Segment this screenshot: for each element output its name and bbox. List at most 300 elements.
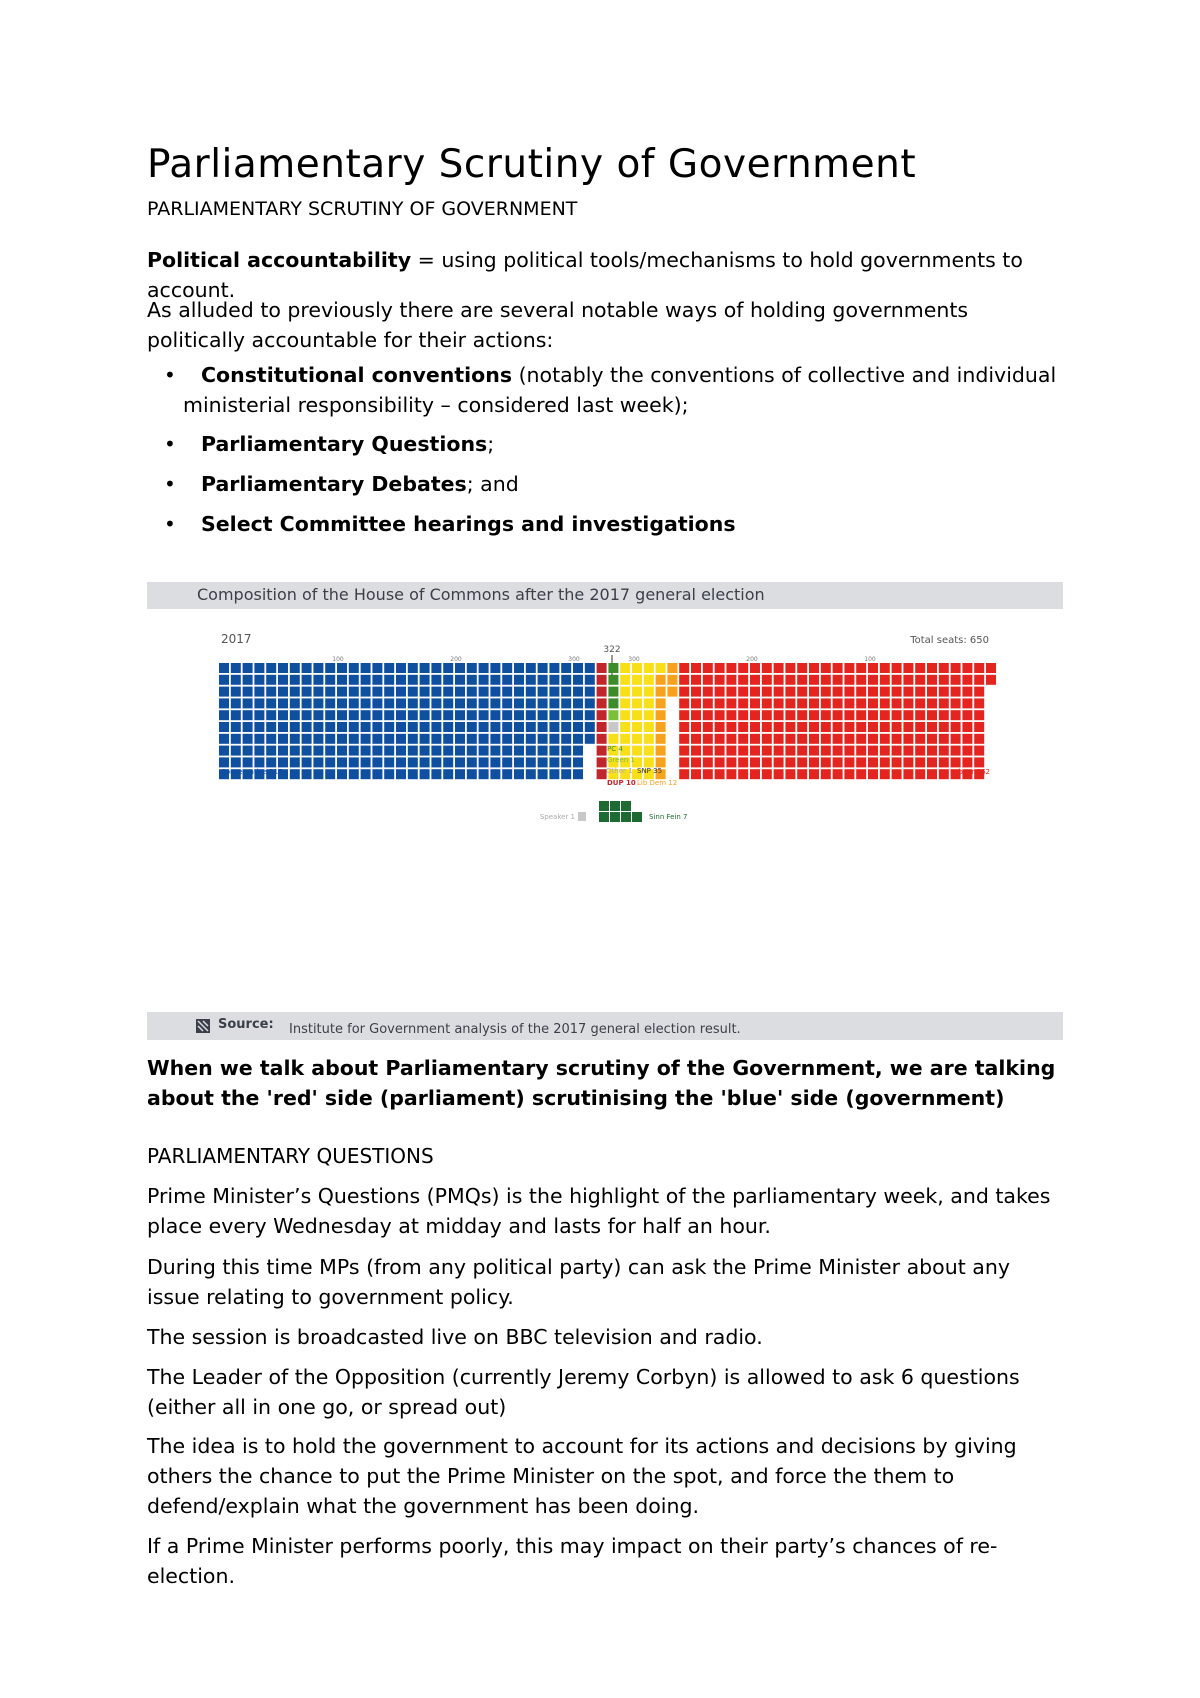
seat-waffle-chart [147,609,1063,1012]
seat-cell-conservative-317 [467,746,477,756]
seat-cell-labour-262 [951,746,961,756]
seat-cell-labour-262 [892,663,902,673]
seat-cell-labour-262 [927,687,937,697]
seat-cell-conservative-317 [313,698,323,708]
seat-cell-snp-35 [644,757,654,767]
seat-cell-conservative-317 [431,769,441,779]
seat-cell-labour-262 [939,757,949,767]
seat-cell-conservative-317 [561,710,571,720]
seat-cell-conservative-317 [420,757,430,767]
seat-cell-conservative-317 [573,710,583,720]
seat-cell-labour-262 [703,675,713,685]
seat-cell-labour-262 [762,734,772,744]
seat-cell-conservative-317 [585,722,595,732]
seat-cell-conservative-317 [313,734,323,744]
seat-cell-snp-35 [632,663,642,673]
seat-cell-conservative-317 [573,663,583,673]
seat-cell-labour-262 [750,675,760,685]
seat-cell-snp-35 [644,710,654,720]
seat-cell-labour-262 [785,734,795,744]
seat-cell-labour-262 [715,769,725,779]
seat-cell-conservative-317 [502,769,512,779]
seat-cell-conservative-317 [467,663,477,673]
seat-cell-snp-35 [644,687,654,697]
seat-cell-snp-35 [632,710,642,720]
seat-cell-dup-10 [597,687,607,697]
seat-cell-conservative-317 [526,769,536,779]
seat-cell-conservative-317 [384,687,394,697]
seat-cell-labour-262 [833,710,843,720]
list-item [147,360,1063,429]
seat-cell-conservative-317 [361,746,371,756]
seat-cell-conservative-317 [231,710,241,720]
seat-cell-conservative-317 [396,675,406,685]
seat-cell-conservative-317 [526,746,536,756]
seat-cell-conservative-317 [243,722,253,732]
seat-cell-labour-262 [679,675,689,685]
seat-cell-labour-262 [856,663,866,673]
seat-cell-conservative-317 [526,687,536,697]
seat-cell-conservative-317 [337,746,347,756]
seat-cell-labour-262 [892,734,902,744]
bullet-icon: • [164,512,176,536]
seat-cell-labour-262 [797,663,807,673]
seat-cell-conservative-317 [254,663,264,673]
seat-cell-labour-262 [974,722,984,732]
seat-cell-labour-262 [833,698,843,708]
legend-other: Other 1 [606,767,633,775]
seat-cell-conservative-317 [231,687,241,697]
seat-cell-labour-262 [738,687,748,697]
seat-cell-labour-262 [726,769,736,779]
pmq-paragraph: Prime Minister’s Questions (PMQs) is the highlight of the parliamentary week, and takes place every Wednesday at midday and lasts for half an hour. [147,1184,1051,1238]
seat-cell-conservative-317 [372,722,382,732]
seat-cell-conservative-317 [325,746,335,756]
seat-cell-conservative-317 [349,722,359,732]
seat-cell-conservative-317 [561,722,571,732]
seat-cell-labour-262 [703,722,713,732]
seat-cell-labour-262 [738,675,748,685]
seat-cell-conservative-317 [538,734,548,744]
seat-cell-labour-262 [691,687,701,697]
seat-cell-labour-262 [915,746,925,756]
seat-cell-labour-262 [903,663,913,673]
seat-cell-labour-262 [703,698,713,708]
seat-cell-conservative-317 [573,698,583,708]
pmq-paragraph: If a Prime Minister performs poorly, this may impact on their party’s chances of re-election. [147,1534,998,1588]
seat-cell-conservative-317 [479,746,489,756]
section-heading-scrutiny: PARLIAMENTARY SCRUTINY OF GOVERNMENT [147,198,578,220]
seat-cell-conservative-317 [514,687,524,697]
seat-cell-conservative-317 [538,769,548,779]
seat-cell-conservative-317 [254,746,264,756]
seat-cell-labour-262 [939,698,949,708]
seat-cell-labour-262 [856,757,866,767]
seat-cell-conservative-317 [420,663,430,673]
seat-cell-conservative-317 [278,698,288,708]
seat-cell-labour-262 [868,734,878,744]
legend-libdem: Lib Dem 12 [637,779,678,787]
seat-cell-conservative-317 [231,663,241,673]
seat-cell-labour-262 [679,734,689,744]
seat-cell-labour-262 [927,734,937,744]
seat-cell-labour-262 [809,722,819,732]
seat-cell-labour-262 [915,675,925,685]
seat-cell-conservative-317 [372,698,382,708]
seat-cell-labour-262 [892,698,902,708]
chart-year-label: 2017 [221,632,252,646]
seat-cell-labour-262 [785,687,795,697]
seat-cell-conservative-317 [479,734,489,744]
seat-cell-labour-262 [844,769,854,779]
seat-cell-conservative-317 [302,757,312,767]
seat-cell-labour-262 [774,710,784,720]
seat-cell-labour-262 [833,687,843,697]
seat-cell-labour-262 [821,734,831,744]
legend-green: Green 1 [607,756,635,764]
seat-cell-labour-262 [856,675,866,685]
seat-cell-labour-262 [774,722,784,732]
seat-cell-conservative-317 [431,710,441,720]
seat-cell-labour-262 [821,710,831,720]
legend-sinn-fein: Sinn Fein 7 [649,813,688,821]
seat-cell-labour-262 [974,698,984,708]
seat-cell-conservative-317 [278,710,288,720]
seat-cell-conservative-317 [302,722,312,732]
seat-cell-conservative-317 [372,710,382,720]
seat-cell-labour-262 [762,687,772,697]
bullet-icon: • [164,472,176,496]
seat-cell-labour-262 [797,769,807,779]
seat-cell-labour-262 [833,746,843,756]
seat-cell-conservative-317 [443,710,453,720]
seat-cell-conservative-317 [490,687,500,697]
seat-cell-labour-262 [821,675,831,685]
axis-tick-left-200: 200 [450,656,462,663]
seat-cell-labour-262 [856,698,866,708]
seat-cell-conservative-317 [396,722,406,732]
seat-cell-conservative-317 [361,663,371,673]
seat-cell-dup-10 [597,746,607,756]
seat-cell-conservative-317 [290,746,300,756]
seat-cell-conservative-317 [302,663,312,673]
seat-cell-labour-262 [726,675,736,685]
seat-cell-conservative-317 [514,769,524,779]
seat-cell-conservative-317 [443,698,453,708]
source-text: Institute for Government analysis of the 2017 general election result. [289,1022,741,1037]
seat-cell-conservative-317 [231,746,241,756]
seat-cell-conservative-317 [526,734,536,744]
seat-cell-labour-262 [868,769,878,779]
seat-cell-conservative-317 [526,675,536,685]
seat-cell-conservative-317 [561,675,571,685]
seat-cell-conservative-317 [266,698,276,708]
seat-cell-lib-dem-12 [656,675,666,685]
seat-cell-conservative-317 [290,734,300,744]
seat-cell-labour-262 [880,746,890,756]
seat-cell-conservative-317 [266,687,276,697]
seat-cell-lib-dem-12 [656,687,666,697]
seat-cell-conservative-317 [573,687,583,697]
seat-cell-conservative-317 [573,757,583,767]
seat-cell-labour-262 [974,675,984,685]
seat-cell-labour-262 [703,746,713,756]
seat-cell-conservative-317 [325,663,335,673]
seat-cell-conservative-317 [420,710,430,720]
source-label: Source: [218,1017,274,1032]
seat-cell-conservative-317 [337,734,347,744]
seat-cell-labour-262 [903,734,913,744]
seat-cell-labour-262 [715,698,725,708]
seat-cell-conservative-317 [443,675,453,685]
seat-cell-pc-4 [608,675,618,685]
seat-cell-conservative-317 [408,746,418,756]
seat-cell-labour-262 [868,757,878,767]
seat-cell-conservative-317 [337,663,347,673]
seat-cell-labour-262 [915,663,925,673]
seat-cell-conservative-317 [384,769,394,779]
seat-cell-conservative-317 [538,675,548,685]
definition-text: = using political tools/mechanisms to hold governments to account. [147,248,1023,302]
seat-cell-conservative-317 [549,663,559,673]
seat-cell-labour-262 [797,746,807,756]
seat-cell-snp-35 [632,698,642,708]
seat-cell-conservative-317 [420,769,430,779]
seat-cell-labour-262 [939,746,949,756]
seat-cell-conservative-317 [538,757,548,767]
seat-cell-conservative-317 [254,710,264,720]
seat-cell-conservative-317 [455,687,465,697]
figure-source [218,1017,741,1037]
seat-cell-labour-262 [939,675,949,685]
seat-cell-conservative-317 [514,734,524,744]
seat-cell-labour-262 [939,687,949,697]
seat-cell-conservative-317 [561,687,571,697]
seat-cell-labour-262 [821,746,831,756]
seat-cell-labour-262 [868,746,878,756]
figure-header-text: Composition of the House of Commons after the 2017 general election [197,585,765,604]
seat-cell-conservative-317 [490,722,500,732]
seat-cell-lib-dem-12 [656,698,666,708]
seat-cell-labour-262 [844,746,854,756]
seat-cell-conservative-317 [549,757,559,767]
seat-cell-conservative-317 [549,769,559,779]
bullet-icon: • [164,432,176,456]
seat-cell-snp-35 [644,675,654,685]
seat-cell-conservative-317 [302,698,312,708]
seat-cell-conservative-317 [431,687,441,697]
seat-cell-conservative-317 [231,675,241,685]
seat-cell-conservative-317 [278,663,288,673]
seat-cell-conservative-317 [479,710,489,720]
legend-dup: DUP 10 [607,779,636,787]
axis-tick-left-300: 300 [568,656,580,663]
seat-cell-labour-262 [715,710,725,720]
seat-cell-labour-262 [821,757,831,767]
legend-labour: Labour 262 [950,768,990,776]
seat-cell-conservative-317 [420,722,430,732]
seat-cell-conservative-317 [313,675,323,685]
seat-cell-conservative-317 [243,663,253,673]
seat-cell-labour-262 [750,757,760,767]
seat-cell-labour-262 [951,734,961,744]
seat-cell-conservative-317 [502,698,512,708]
list-item-bold: Constitutional conventions [201,363,513,387]
seat-cell-conservative-317 [408,710,418,720]
seat-cell-conservative-317 [408,757,418,767]
list-item-bold: Parliamentary Debates [201,472,467,496]
list-item-continuation: ministerial responsibility – considered last week); [183,393,689,417]
seat-cell-conservative-317 [538,746,548,756]
seat-cell-conservative-317 [290,698,300,708]
seat-cell-conservative-317 [325,687,335,697]
seat-cell-conservative-317 [313,722,323,732]
seat-cell-conservative-317 [479,687,489,697]
seat-cell-labour-262 [809,675,819,685]
seat-cell-conservative-317 [219,722,229,732]
seat-cell-conservative-317 [302,687,312,697]
pmq-paragraph: The idea is to hold the government to account for its actions and decisions by giving others the chance to put the Prime Minister on the spot, and force the them to defend/explain what the government has been doing. [147,1434,1017,1518]
seat-cell-labour-262 [939,722,949,732]
seat-cell-conservative-317 [514,663,524,673]
seat-cell-conservative-317 [408,687,418,697]
seat-cell-labour-262 [726,710,736,720]
seat-cell-labour-262 [844,663,854,673]
seat-cell-conservative-317 [243,687,253,697]
seat-cell-snp-35 [620,710,630,720]
seat-cell-labour-262 [762,757,772,767]
seat-cell-labour-262 [691,769,701,779]
seat-cell-conservative-317 [514,757,524,767]
seat-cell-labour-262 [691,722,701,732]
seat-cell-labour-262 [903,687,913,697]
seat-cell-conservative-317 [408,675,418,685]
seat-cell-conservative-317 [467,698,477,708]
seat-cell-conservative-317 [479,675,489,685]
seat-cell-conservative-317 [585,710,595,720]
seat-cell-labour-262 [856,734,866,744]
seat-cell-labour-262 [762,698,772,708]
seat-cell-labour-262 [962,746,972,756]
seat-cell-conservative-317 [455,746,465,756]
page-title: Parliamentary Scrutiny of Government [147,142,917,187]
seat-cell-labour-262 [962,710,972,720]
seat-cell-dup-10 [597,663,607,673]
seat-cell-labour-262 [750,687,760,697]
seat-cell-labour-262 [939,710,949,720]
seat-cell-labour-262 [738,746,748,756]
seat-cell-labour-262 [880,757,890,767]
seat-cell-conservative-317 [219,675,229,685]
seat-cell-labour-262 [691,757,701,767]
seat-cell-conservative-317 [384,675,394,685]
seat-cell-pc-4 [608,663,618,673]
seat-cell-labour-262 [715,734,725,744]
commons-composition-figure [147,582,1063,1042]
seat-cell-conservative-317 [538,663,548,673]
seat-cell-conservative-317 [349,769,359,779]
pmq-paragraph: During this time MPs (from any political party) can ask the Prime Minister about any issue relating to government policy. [147,1255,1010,1309]
seat-cell-conservative-317 [278,675,288,685]
seat-cell-conservative-317 [254,687,264,697]
seat-cell-labour-262 [774,769,784,779]
seat-cell-conservative-317 [325,734,335,744]
seat-cell-conservative-317 [337,769,347,779]
seat-cell-labour-262 [880,687,890,697]
seat-cell-labour-262 [951,757,961,767]
seat-cell-labour-262 [774,734,784,744]
seat-cell-conservative-317 [384,746,394,756]
seat-cell-labour-262 [797,734,807,744]
seat-cell-labour-262 [892,710,902,720]
seat-cell-conservative-317 [361,675,371,685]
seat-cell-conservative-317 [467,769,477,779]
seat-cell-labour-262 [833,757,843,767]
axis-tick-right-200: 200 [746,656,758,663]
seat-cell-conservative-317 [514,698,524,708]
seat-cell-labour-262 [691,675,701,685]
seat-cell-conservative-317 [219,663,229,673]
seat-cell-labour-262 [726,757,736,767]
seat-cell-conservative-317 [573,746,583,756]
seat-cell-conservative-317 [384,722,394,732]
seat-cell-labour-262 [915,710,925,720]
seat-cell-labour-262 [750,769,760,779]
seat-cell-pc-4 [608,687,618,697]
seat-cell-conservative-317 [231,722,241,732]
seat-cell-conservative-317 [490,710,500,720]
seat-cell-labour-262 [962,675,972,685]
seat-cell-conservative-317 [538,687,548,697]
seat-cell-labour-262 [821,722,831,732]
seat-cell-labour-262 [726,687,736,697]
seat-cell-snp-35 [644,734,654,744]
seat-cell-labour-262 [833,675,843,685]
list-item-rest: ; [487,432,495,456]
seat-cell-conservative-317 [302,734,312,744]
seat-cell-conservative-317 [219,687,229,697]
seat-cell-conservative-317 [420,746,430,756]
seat-cell-labour-262 [726,722,736,732]
seat-cell-labour-262 [821,698,831,708]
seat-cell-labour-262 [892,746,902,756]
seat-cell-labour-262 [762,675,772,685]
seat-cell-labour-262 [903,722,913,732]
seat-cell-conservative-317 [420,687,430,697]
seat-cell-green-1 [608,710,618,720]
seat-cell-conservative-317 [231,734,241,744]
seat-cell-labour-262 [951,722,961,732]
seat-cell-labour-262 [703,734,713,744]
seat-cell-labour-262 [703,757,713,767]
seat-cell-conservative-317 [361,734,371,744]
legend-conservative: Conservative 317 [221,768,283,776]
seat-cell-conservative-317 [467,687,477,697]
seat-cell-labour-262 [703,687,713,697]
seat-cell-conservative-317 [349,757,359,767]
seat-cell-labour-262 [962,663,972,673]
seat-cell-conservative-317 [219,734,229,744]
seat-cell-conservative-317 [372,687,382,697]
seat-cell-labour-262 [679,746,689,756]
list-item-rest: (notably the conventions of collective and individual [512,363,1057,387]
seat-cell-labour-262 [797,698,807,708]
seat-cell-conservative-317 [372,675,382,685]
seat-cell-snp-35 [632,687,642,697]
seat-cell-labour-262 [750,710,760,720]
seat-cell-labour-262 [951,698,961,708]
seat-cell-snp-35 [632,675,642,685]
